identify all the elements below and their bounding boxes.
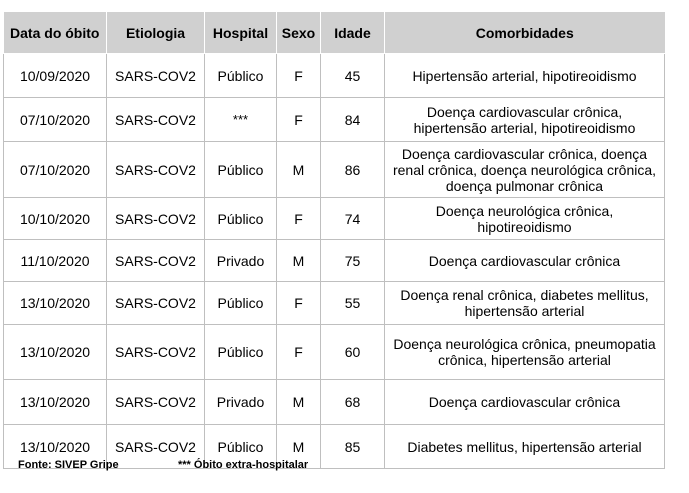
header-row — [4, 12, 665, 54]
cell-comorbidities: Doença neurológica crônica, pneumopatia crônica, hipertensão arterial — [385, 325, 665, 380]
cell-hospital: Público — [205, 142, 277, 198]
cell-hospital: Público — [205, 425, 277, 469]
cell-age: 74 — [321, 198, 385, 240]
cell-hospital: Público — [205, 54, 277, 98]
cell-comorbidities: Doença renal crônica, diabetes mellitus, hipertensão arterial — [385, 282, 665, 325]
table-header — [4, 12, 665, 54]
cell-sex: F — [277, 198, 321, 240]
cell-sex: F — [277, 98, 321, 142]
cell-date: 10/09/2020 — [4, 54, 107, 98]
cell-hospital: Público — [205, 198, 277, 240]
cell-comorbidities: Diabetes mellitus, hipertensão arterial — [385, 425, 665, 469]
table-row — [4, 98, 665, 142]
cell-age: 45 — [321, 54, 385, 98]
table-row — [4, 325, 665, 380]
footnote: *** Óbito extra-hospitalar — [178, 459, 309, 471]
cell-age: 86 — [321, 142, 385, 198]
cell-comorbidities: Hipertensão arterial, hipotireoidismo — [385, 54, 665, 98]
cell-age: 60 — [321, 325, 385, 380]
cell-sex: F — [277, 325, 321, 380]
cell-sex: M — [277, 142, 321, 198]
table-row — [4, 380, 665, 425]
cell-comorbidities: Doença cardiovascular crônica — [385, 240, 665, 282]
cell-sex: M — [277, 240, 321, 282]
cell-etiology: SARS-COV2 — [107, 380, 205, 425]
cell-comorbidities: Doença cardiovascular crônica — [385, 380, 665, 425]
table-row — [4, 142, 665, 198]
cell-date: 07/10/2020 — [4, 142, 107, 198]
cell-etiology: SARS-COV2 — [107, 240, 205, 282]
table-body — [4, 54, 665, 469]
cell-comorbidities: Doença neurológica crônica, hipotireoidismo — [385, 198, 665, 240]
deaths-table — [3, 12, 665, 469]
cell-date: 13/10/2020 — [4, 425, 107, 469]
cell-age: 75 — [321, 240, 385, 282]
cell-etiology: SARS-COV2 — [107, 282, 205, 325]
cell-date: 13/10/2020 — [4, 325, 107, 380]
cell-date: 13/10/2020 — [4, 282, 107, 325]
cell-date: 07/10/2020 — [4, 98, 107, 142]
cell-hospital: Público — [205, 325, 277, 380]
cell-sex: M — [277, 425, 321, 469]
cell-date: 10/10/2020 — [4, 198, 107, 240]
cell-hospital: *** — [205, 98, 277, 142]
table-row — [4, 198, 665, 240]
source-note: Fonte: SIVEP Gripe — [18, 459, 119, 471]
header-sex: Sexo — [277, 12, 321, 54]
table-row — [4, 54, 665, 98]
cell-sex: M — [277, 380, 321, 425]
header-etiology: Etiologia — [107, 12, 205, 54]
cell-comorbidities: Doença cardiovascular crônica, doença renal crônica, doença neurológica crônica, doença pulmonar crônica — [385, 142, 665, 198]
cell-etiology: SARS-COV2 — [107, 142, 205, 198]
cell-sex: F — [277, 54, 321, 98]
cell-date: 11/10/2020 — [4, 240, 107, 282]
header-hospital: Hospital — [205, 12, 277, 54]
cell-comorbidities: Doença cardiovascular crônica, hipertensão arterial, hipotireoidismo — [385, 98, 665, 142]
cell-etiology: SARS-COV2 — [107, 425, 205, 469]
cell-hospital: Privado — [205, 380, 277, 425]
cell-age: 84 — [321, 98, 385, 142]
cell-etiology: SARS-COV2 — [107, 54, 205, 98]
cell-age: 55 — [321, 282, 385, 325]
header-date: Data do óbito — [4, 12, 107, 54]
table-row — [4, 240, 665, 282]
cell-sex: F — [277, 282, 321, 325]
header-comorbidities: Comorbidades — [385, 12, 665, 54]
cell-etiology: SARS-COV2 — [107, 325, 205, 380]
cell-date: 13/10/2020 — [4, 380, 107, 425]
cell-etiology: SARS-COV2 — [107, 198, 205, 240]
cell-etiology: SARS-COV2 — [107, 98, 205, 142]
cell-age: 85 — [321, 425, 385, 469]
cell-hospital: Público — [205, 282, 277, 325]
cell-age: 68 — [321, 380, 385, 425]
cell-hospital: Privado — [205, 240, 277, 282]
table-row — [4, 282, 665, 325]
header-age: Idade — [321, 12, 385, 54]
